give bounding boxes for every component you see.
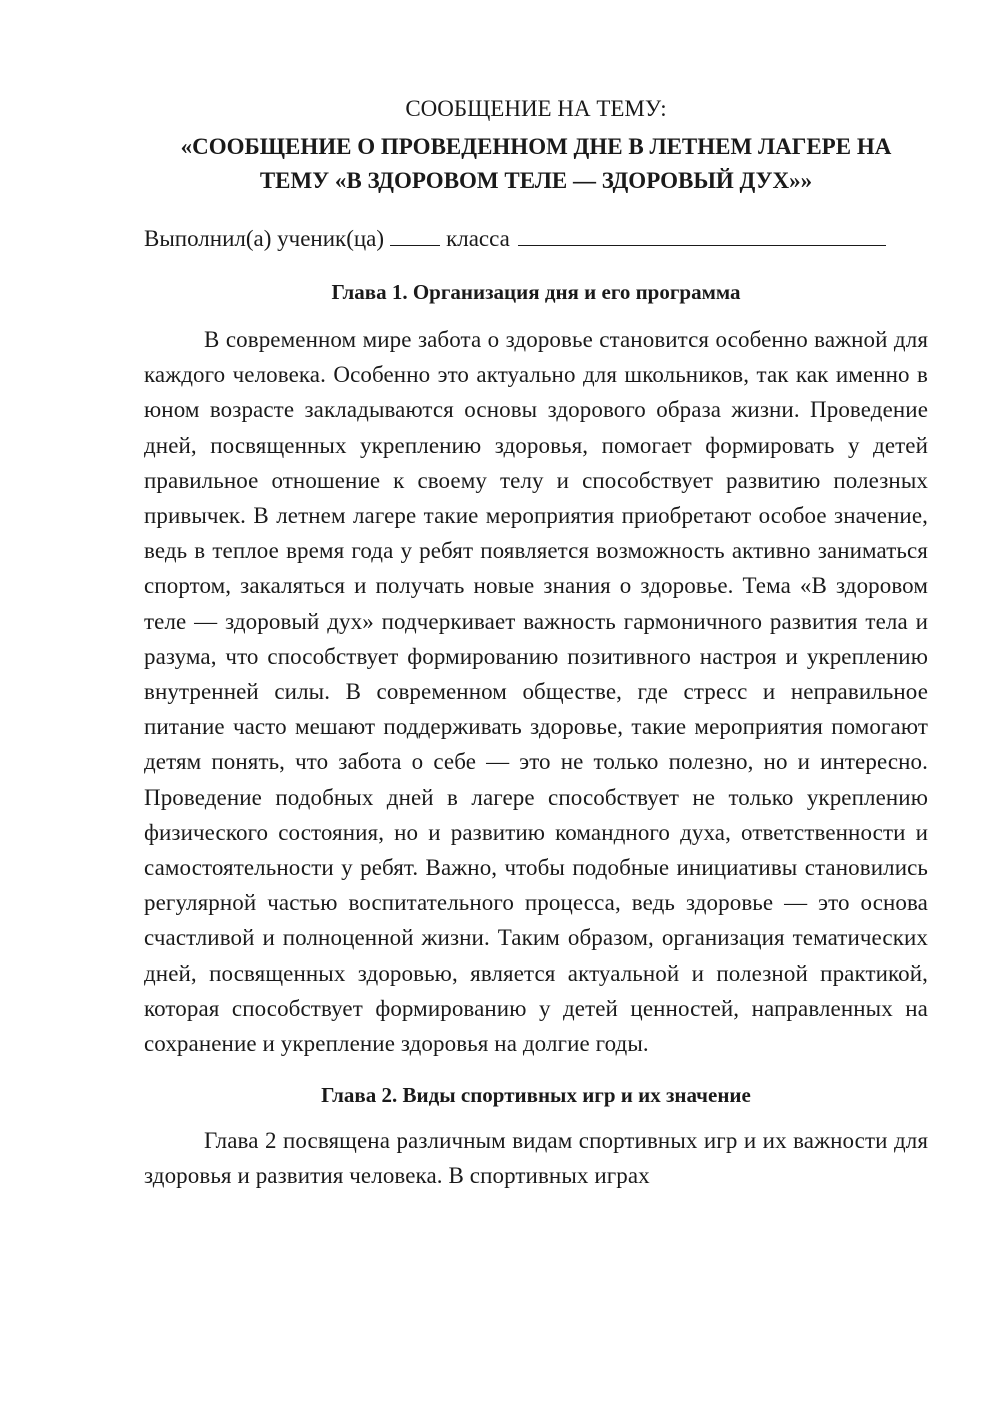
chapter-1-heading: Глава 1. Организация дня и его программа <box>331 280 741 304</box>
chapter-2-paragraph: Глава 2 посвящена различным видам спортивных игр и их важности для здоровья и развития человека. В спортивных играх <box>144 1128 928 1189</box>
signature-prefix: Выполнил(а) ученик(ца) <box>144 226 385 251</box>
class-name-blank <box>518 223 886 246</box>
class-number-blank <box>390 223 440 246</box>
chapter-2-heading: Глава 2. Виды спортивных игр и их значение <box>321 1083 751 1108</box>
document-title: «СООБЩЕНИЕ О ПРОВЕДЕННОМ ДНЕ В ЛЕТНЕМ ЛАГЕРЕ НА ТЕМУ «В ЗДОРОВОМ ТЕЛЕ — ЗДОРОВЫЙ ДУХ»» <box>180 134 892 193</box>
chapter-1-paragraph: В современном мире забота о здоровье становится особенно важной для каждого человека. Особенно это актуально для школьников, так как именно в юном возрасте закладываются основы здорового образа жизни. Проведение дней, посвященных укреплению здоровья, помогает формировать у детей правильное отношение к своему телу и способствует развитию полезных привычек. В летнем лагере такие мероприятия приобретают особое значение, ведь в теплое время года у ребят появляется возможность активно заниматься спортом, закаляться и получать новые знания о здоровье. Тема «В здоровом теле — здоровый дух» подчеркивает важность гармоничного развития тела и разума, что способствует формированию позитивного настроя и укреплению внутренней силы. В современном обществе, где стресс и неправильное питание часто мешают поддерживать здоровье, такие мероприятия помогают детям понять, что забота о себе — это не только полезно, но и интересно. Проведение подобных дней в лагере способствует не только укреплению физического состояния, но и развитию командного духа, ответственности и самостоятельности у ребят. Важно, чтобы подобные инициативы становились регулярной частью воспитательного процесса, ведь здоровье — это основа счастливой и полноценной жизни. Таким образом, организация тематических дней, посвященных здоровью, является актуальной и полезной практикой, которая способствует формированию у детей ценностей, направленных на сохранение и укрепление здоровья на долгие годы. <box>144 327 928 1057</box>
document-content <box>144 92 928 1194</box>
signature-class-label: класса <box>446 226 510 251</box>
signature-line <box>144 222 928 256</box>
document-kicker: СООБЩЕНИЕ НА ТЕМУ: <box>405 96 667 121</box>
